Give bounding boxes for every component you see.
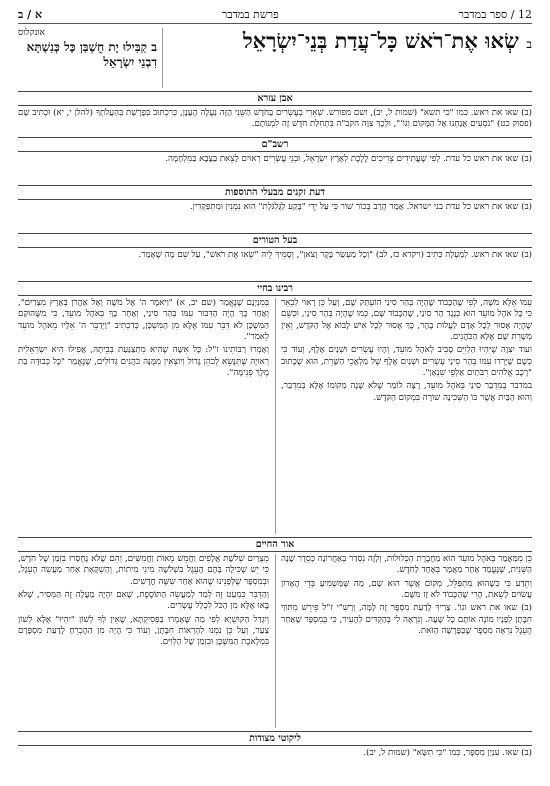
daat-zekeinim-title: דעת זקנים מבעלי התוספות xyxy=(18,185,532,200)
or-hachaim-paragraph: מִצְרַיִם שְׁלֹשֶׁת אֲלָפִים וַחֲמֵשׁ מֵאוֹת וַחֲמִשִּׁים, וְהֵם שֶׁלֹּא נֶחְסְרוּ בִּזְמַן שֶׁל חֹדֶשׁ, כִּי יֵשׁ שֶׁכִּילָה בָּהֶם הָעֵגֶל בִּשְׁלֹשָׁה מִינֵי מִיתוֹת, וְהַשְׁקָאָת אַחַר מַעֲשֵׂה הָעֵגֶל, וּבְמִסְפָּר שֶׁלְּפָנֵינוּ שֶׁהוּא אַחַר שִׁשָּׁה חֳדָשִׁים. xyxy=(18,554,269,587)
rabbeinu-bachya-title: רבינו בחיי xyxy=(18,281,532,296)
baal-haturim-text: (ב) שאו את ראש. לְמַעְלָה כְּתִיב (ויקרא כז, לב) "וְכָל מַעְשַׂר בָּקָר וָצֹאן", וְסָמִיךְ לֵיהּ "שְׂאוּ אֶת רֹאשׁ", עַל שֵׁם מָה שֶׁאָמַר. xyxy=(138,250,532,260)
page-header xyxy=(18,6,532,24)
or-hachaim-paragraph: וְהַדִּבֵּר כִּמְעַט זֶה לְמַד לְמַעֲשֵׂה הַתּוֹסֶפֶת, שֶׁאִם יִהְיֶה מַעֲלָה זֶה הַמְּסִיר, שֶׁלֹּא בָּאוּ אֶלָּא מִן הַכֹּל לִכְלַל עֶשְׂרִים. xyxy=(18,590,269,612)
or-hachaim-title: אור החיים xyxy=(18,537,532,552)
chapter-verse: א / ב xyxy=(18,8,43,21)
ibn-ezra-title: אבן עזרא xyxy=(18,91,532,106)
bachya-paragraph: ועוד יִצְוָה שֶׁיִּהְיוּ הַלְוִיִּם סָבִיב לְאֹהֶל מוֹעֵד, וְהָיוּ עֶשְׂרִים וּשְׁנַיִם אֶלֶף, וְעוֹד כִּי כְּשֶׁם שֶׁיָּרְדוּ עִמּוֹ בְּהַר סִינַי עֶשְׂרִים וּשְׁנַיִם אֶלֶף שֶׁל מַלְאֲכֵי הַשָּׁרֵת, הוּא שֶׁכָּתוּב "רֶכֶב אֱלֹהִים רִבֹּתַיִם אַלְפֵי שִׁנְאָן". xyxy=(281,345,532,379)
page-reference: 12 / ספר במדבר xyxy=(458,8,532,21)
verse-number: ב xyxy=(526,37,532,51)
verse-row xyxy=(18,28,532,88)
bachya-paragraph: במדבר בְּמִדְבַּר סִינַי בְּאֹהֶל מוֹעֵד, רָצָה לוֹמַר שֶׁלֹּא שָׁנָה מְקוֹמוֹ אֶלָּא בְּמִדְבַּר, וְהוּא הַבַּיִת אֲשֶׁר בּוֹ הַשְּׁכִינָה שׁוֹרָה בִּמְקוֹם הַקֹּדֶשׁ. xyxy=(281,381,532,403)
or-hachaim-text xyxy=(18,552,532,728)
onkelos-block xyxy=(18,28,163,88)
onkelos-title: אונקלוס xyxy=(18,28,46,38)
or-hachaim-paragraph: כֵּן מִמַּאֲמַר בְּאֹהֶל מוֹעֵד הוּא מַחֲבֶרֶת הַכְּלוּלוֹת, וְלָזֶה נִסְדַּר בְּאַחֲרוֹנָה כְּסֵדֶר שָׁנָה הַשֵּׁנִית, שֶׁנֶּעֱמַד אַחַר מַאֲמַר בְּאֶחָד לַחֹדֶשׁ. xyxy=(281,554,532,576)
onkelos-text: ב קַבִּילוּ יָת חֻשְׁבַּן כָּל כְּנִשְׁתָּא דִבְנֵי יִשְׂרָאֵל xyxy=(26,39,157,70)
baal-haturim-title: בעל הטורים xyxy=(18,233,532,248)
or-hachaim-paragraph: וְיִגְדַּל הַקּוּשְׁיָא לְפִי מַה שֶּׁאָמְרוּ בַּפְּסִיקְתָּא, שֶׁאֵין לְךָ לְשׁוֹן "יִהְיוּ" אֶלָּא לְשׁוֹן צַעַר, וְעַל כֵּן נִמְנוּ לְהַרְאוֹת חִבָּתָן, וְעוֹד כִּי הָיָה מִן הַהֶכְרֵחַ לָדַעַת מִסְפָּרָם בִּמְלֶאכֶת הַמִּשְׁכָּן וּבִזְמַן שֶׁל הַלְוִיִּם. xyxy=(18,614,269,648)
parsha-title: פרשת במדבר xyxy=(221,8,279,21)
rashbam-text: (ב) שאו את ראש כל עדת. לְפִי שֶׁעֲתִידִים צְרִיכִים לָלֶכֶת לְאֶרֶץ יִשְׂרָאֵל, וּבְנֵי עֶשְׂרִים רְאוּיִם לָצֵאת בַּצָּבָא בַּמִּלְחָמָה. xyxy=(165,154,532,164)
likutei-metzudos-text: (ב) שאו. עִנְיַן מִסְפָּר, כְּמוֹ "כִּי תִשָּׂא" (שמות ל, יב). xyxy=(363,748,532,758)
rashbam-title: רשב"ם xyxy=(18,137,532,152)
bachya-paragraph: וְאָמְרוּ רַבּוֹתֵינוּ ז"ל: כָּל אִשָּׁה שֶׁהִיא מִתְצַנַּעַת בְּבֵיתָהּ, אֲפִילּוּ הִיא יִשְׂרְאֵלִית רְאוּיָה שֶׁתִּנָּשֵׂא לְכֹהֵן גָּדוֹל וְיוֹצְאִין מִמֶּנָּה כֹּהֲנִים גְּדוֹלִים, שֶׁנֶּאֱמַר "כָּל כְּבוּדָּה בַת מֶלֶךְ פְּנִימָה". xyxy=(18,345,269,379)
likutei-metzudos-title: ליקוטי מצודות xyxy=(18,731,532,746)
rabbeinu-bachya-text xyxy=(18,296,532,534)
verse-text: שְׂאוּ אֶת־רֹאשׁ כָּל־עֲדַת בְּנֵי־יִשְׂרָאֵל xyxy=(242,28,519,53)
main-verse xyxy=(171,28,532,88)
ibn-ezra-text: (ב) שאו את ראש. כמו "כי תשא" (שמות ל, יב), ושם מפורש. שְׁאֵרִי בְעֶשְׂרִים בַּחֹדֶשׁ הַשֵּׁנִי הַזֶּה נַעֲלָה הֶעָנָן, כְּרִכְתּוּב בְּפָרָשַׁת בְּהַעֲלֹתְךָ (להלן י, יא) וּכְתִיב שָׁם (פסוק כט) "נֹסְעִים אֲנַחְנוּ אֶל הַמָּקוֹם וְגוֹ'", וּלְכָךְ צִוָּה הקב"ה בִּתְחִלַּת חֹדֶשׁ זֶה לִמְנוֹתָם. xyxy=(18,108,532,130)
or-hachaim-paragraph: וְתֵדַע כִּי כְּשֶׁהוּא מִתְפַּלֵּל, מְקוֹם אֲשֶׁר הוּא שָׁם, מַה שֶּׁמַּשְׁמִיעַ בְּדֵי הָאָרוֹן עֲשׂוּיִם לָשֵׂאת, הֲרֵי שֶׁהַכָּבוֹד לֹא זָז מִשָּׁם. xyxy=(281,578,532,601)
bachya-paragraph: בְּמִנְיָנָם שֶׁנֶּאֱמַר (שם יב, א) "וַיֹּאמֶר ה' אֶל מֹשֶׁה וְאֶל אַהֲרֹן בְּאֶרֶץ מִצְרַיִם", וְאַחַר כָּךְ הָיָה הַדִּבּוּר עִמּוֹ בְּהַר סִינַי, וְאַחַר כָּךְ בְּאֹהֶל מוֹעֵד, כִּי מִשֶּׁהוּקַם הַמִּשְׁכָּן לֹא דִּבֵּר עִמּוֹ אֶלָּא מִן הַמִּשְׁכָּן, כְּדִכְתִיב "וַיְדַבֵּר ה' אֵלָיו מֵאֹהֶל מוֹעֵד לֵאמֹר". xyxy=(18,298,269,343)
daat-zekeinim-text: (ב) שאו את ראש כל עדת בני ישראל. אָמַר הָרַב בְּכוֹר שׁוֹר כִּי עַל יְדֵי "בֶּקַע לַגֻּלְגֹּלֶת" הוּא נִמְנִין וּמִתְפַּקְדִין. xyxy=(189,202,532,212)
or-hachaim-paragraph: (ב) שאו את ראש וגו'. צָרִיךְ לָדַעַת מִסְפָּר זֶה לָמָּה, וְרַשִׁ"י ז"ל פֵּירֵשׁ מִתּוֹךְ חִבָּתָן לְפָנָיו מוֹנֶה אוֹתָם כָּל שָׁעָה. וְנִרְאֶה לִי בְּהַקְדִּים לְהָעִיר, כִּי בְּמִסְפָּר שֶׁאַחַר הָעֵגֶל נִרְאָה מִסְפָּר שֶׁבַּפָּרָשָׁה הַזֹּאת. xyxy=(281,603,532,637)
bachya-paragraph: עִמּוֹ אֵלָּא מֹשֶׁה, לְפִי שֶׁהַכָּבוֹד שֶׁהָיָה בְּהַר סִינַי הוֹעְתַּק שָׁם, וְעַל כֵּן רָאוּי לְבֵאֵר כִּי כָּל אֹהֶל מוֹעֵד הוּא כְּנֶגֶד הַר סִינַי, שֶׁהַכָּבוֹד שָׁם, כְּמוֹ שֶׁהָיָה בְּהַר סִינַי, וּכְשֵׁם שֶׁהָיָה אָסוּר לְכָל אָדָם לַעֲלוֹת בָּהָר, כָּךְ אָסוּר לְכָל אִישׁ לָבוֹא אֶל הַקֹּדֶשׁ, וְאֵין מְשָׁרֵת שָׁם אֶלָּא הַכֹּהֲנִים. xyxy=(281,298,532,343)
